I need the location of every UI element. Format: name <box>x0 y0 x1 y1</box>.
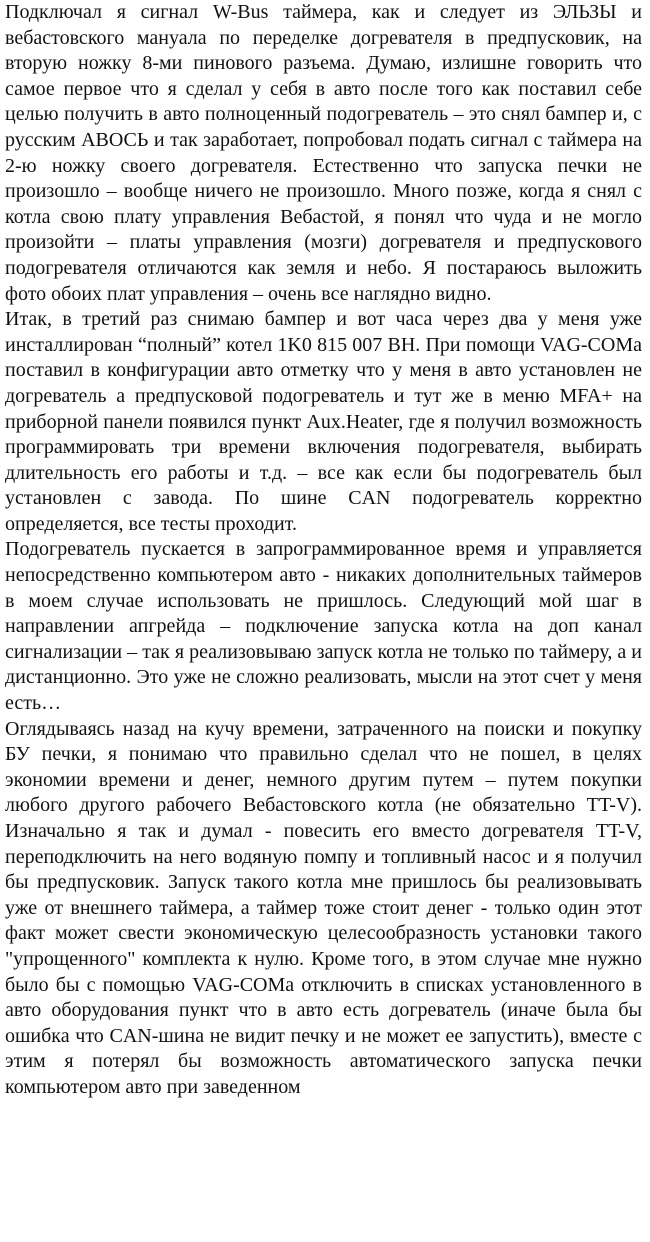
paragraph-full-heater-install: Итак, в третий раз снимаю бампер и вот часа через два у меня уже инсталлирован “полный” котел 1K0 815 007 BH. При помощи VAG-COMа поставил в конфигурации авто отметку что у меня в авто установлен не догреватель а предпусковой подогреватель и тут же в меню MFA+ на приборной панели появился пункт Aux.Heater, где я получил возможность программировать три времени включения подогревателя, выбирать длительность его работы и т.д. – все как если бы подогреватель был установлен с завода. По шине CAN подогреватель корректно определяется, все тесты проходит. <box>5 308 642 535</box>
paragraph-programmed-start: Подогреватель пускается в запрограммированное время и управляется непосредственно компьютером авто - никаких дополнительных таймеров в моем случае использовать не пришлось. Следующий мой шаг в направлении апгрейда – подключение запуска котла на доп канал сигнализации – так я реализовываю запуск котла не только по таймеру, а и дистанционно. Это уже не сложно реализовать, мысли на этот счет у меня есть… <box>5 538 642 715</box>
paragraph-wbus-timer: Подключал я сигнал W-Bus таймера, как и следует из ЭЛЬЗЫ и вебастовского мануала по переделке догревателя в предпусковик, на вторую ножку 8-ми пинового разъема. Думаю, излишне говорить что самое первое что я сделал у себя в авто после того как поставил себе целью получить в авто полноценный подогреватель – это снял бампер и, с русским АВОСЬ и так заработает, попробовал подать сигнал с таймера на 2-ю ножку своего догревателя. Естественно что запуска печки не произошло – вообще ничего не произошло. Много позже, когда я снял с котла свою плату управления Вебастой, я понял что чуда и не могло произойти – платы управления (мозги) догревателя и предпускового подогревателя отличаются как земля и небо. Я постараюсь выложить фото обоих плат управления – очень все наглядно видно. <box>5 1 642 305</box>
paragraph-looking-back: Оглядываясь назад на кучу времени, затраченного на поиски и покупку БУ печки, я понимаю что правильно сделал что не пошел, в целях экономии времени и денег, немного другим путем – путем покупки любого другого рабочего Вебастовского котла (не обязательно TT-V). Изначально я так и думал - повесить его вместо догревателя TT-V, переподключить на него водяную помпу и топливный насос и я получил бы предпусковик. Запуск такого котла мне пришлось бы реализовывать уже от внешнего таймера, а таймер тоже стоит денег - только один этот факт может свести экономическую целесообразность установки такого "упрощенного" комплекта к нулю. Кроме того, в этом случае мне нужно было бы с помощью VAG-COMа отключить в списках установленного в авто оборудования пункт что в авто есть догреватель (иначе была бы ошибка что CAN-шина не видит печку и не может ее запустить), вместе с этим я потерял бы возможность автоматического запуска печки компьютером авто при заведенном <box>5 717 642 1098</box>
